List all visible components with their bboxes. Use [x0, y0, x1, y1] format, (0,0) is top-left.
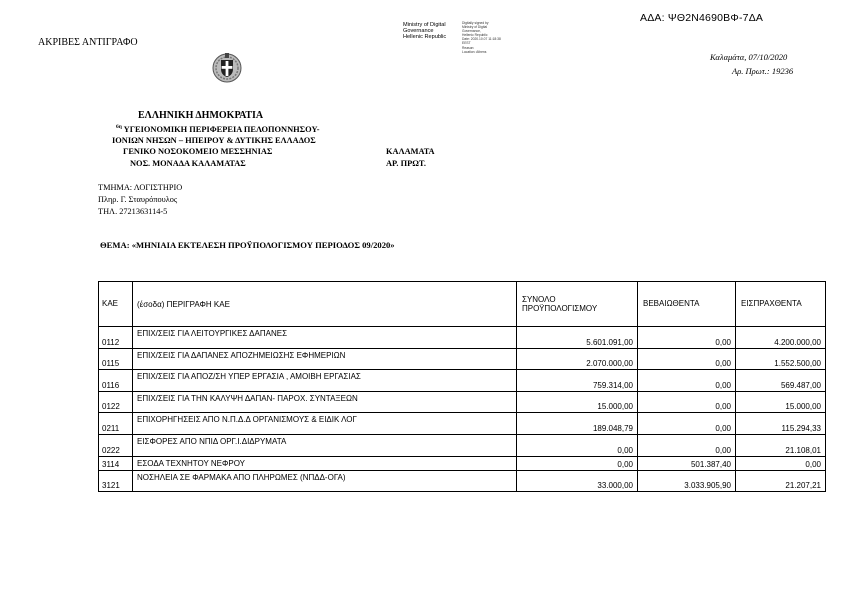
signature-label-line: Governance [403, 28, 434, 35]
table-header-row [99, 282, 826, 327]
signature-label-line: Ministry of Digital [403, 22, 446, 28]
hospital-name: ΓΕΝΙΚΟ ΝΟΣΟΚΟΜΕΙΟ ΜΕΣΣΗΝΙΑΣ [123, 147, 273, 157]
row-kae: 0112 [99, 327, 133, 349]
signature-detail-line: Date: 2020.10.07 11:18:38 [462, 37, 501, 42]
row-certified: 0,00 [638, 413, 736, 435]
row-budget: 189.048,79 [517, 413, 638, 435]
row-description: ΕΠΙΧ/ΣΕΙΣ ΓΙΑ ΛΕΙΤΟΥΡΓΙΚΕΣ ΔΑΠΑΝΕΣ [133, 327, 517, 349]
row-kae: 0222 [99, 434, 133, 456]
table-row [99, 470, 826, 492]
exact-copy-label: ΑΚΡΙΒΕΣ ΑΝΤΙΓΡΑΦΟ [38, 37, 138, 48]
header-budget-line2: ΠΡΟΫΠΟΛΟΓΙΣΜΟΥ [522, 303, 598, 313]
region-line-2: ΙΟΝΙΩΝ ΝΗΣΩΝ – ΗΠΕΙΡΟΥ & ΔΥΤΙΚΗΣ ΕΛΛΑΔΟΣ [112, 135, 316, 145]
row-collected: 0,00 [736, 456, 826, 470]
row-collected: 569.487,00 [736, 370, 826, 392]
row-budget: 33.000,00 [517, 470, 638, 492]
row-collected: 21.108,01 [736, 434, 826, 456]
row-budget: 5.601.091,00 [517, 327, 638, 349]
row-description: ΕΠΙΧ/ΣΕΙΣ ΓΙΑ ΑΠΟΖ/ΣΗ ΥΠΕΡ ΕΡΓΑΣΙΑ , ΑΜΟΙΒΗ ΕΡΓΑΣΙΑΣ [133, 370, 517, 392]
row-certified: 501.387,40 [638, 456, 736, 470]
digital-signature-details [462, 21, 501, 54]
signature-detail-line: Ministry of Digital [462, 25, 488, 30]
row-certified: 0,00 [638, 348, 736, 370]
row-budget: 15.000,00 [517, 391, 638, 413]
ada-code: ΑΔΑ: ΨΘ2Ν4690ΒΦ-7ΔΑ [640, 12, 764, 24]
signature-detail-line: EEST [462, 41, 471, 46]
issuer-header [108, 110, 320, 169]
department-line: ΤΜΗΜΑ: ΛΟΓΙΣΤΗΡΙΟ [98, 183, 183, 192]
header-kae: ΚΑΕ [99, 282, 133, 327]
header-description: (έσοδα) ΠΕΡΙΓΡΑΦΗ ΚΑΕ [133, 282, 517, 327]
table-row [99, 327, 826, 349]
region-line-1-text: ΥΓΕΙΟΝΟΜΙΚΗ ΠΕΡΙΦΕΡΕΙΑ ΠΕΛΟΠΟΝΝΗΣΟΥ- [123, 124, 320, 134]
greek-coat-of-arms-icon [212, 51, 242, 83]
row-description: ΕΠΙΧΟΡΗΓΗΣΕΙΣ ΑΠΟ Ν.Π.Δ.Δ ΟΡΓΑΝΙΣΜΟΥΣ & ΕΙΔΙΚ ΛΟΓ [133, 413, 517, 435]
header-right-block [386, 146, 435, 169]
unit-name: ΝΟΣ. ΜΟΝΑΔΑ ΚΑΛΑΜΑΤΑΣ [130, 158, 246, 168]
row-certified: 0,00 [638, 327, 736, 349]
row-budget: 2.070.000,00 [517, 348, 638, 370]
department-info [98, 182, 182, 218]
table-row [99, 370, 826, 392]
signature-label-line: Hellenic Republic [403, 34, 447, 41]
row-kae: 0211 [99, 413, 133, 435]
city-label: ΚΑΛΑΜΑΤΑ [386, 147, 435, 156]
row-collected: 1.552.500,00 [736, 348, 826, 370]
budget-execution-table [98, 281, 826, 492]
row-collected: 4.200.000,00 [736, 327, 826, 349]
digital-signature-labels [403, 22, 446, 41]
row-kae: 0115 [99, 348, 133, 370]
subject-line: ΘΕΜΑ: «ΜΗΝΙΑΙΑ ΕΚΤΕΛΕΣΗ ΠΡΟΫΠΟΛΟΓΙΣΜΟΥ ΠΕΡΙΟΔΟΣ 09/2020» [100, 240, 395, 250]
header-collected: ΕΙΣΠΡΑΧΘΕΝΤΑ [736, 282, 826, 327]
table-row [99, 456, 826, 470]
row-kae: 0116 [99, 370, 133, 392]
region-ordinal: 6η [116, 123, 122, 130]
signature-detail-line: Governance, [462, 29, 481, 34]
table-row [99, 391, 826, 413]
signature-detail-line: Location: Athens [462, 49, 487, 54]
row-collected: 15.000,00 [736, 391, 826, 413]
signature-detail-line: Digitally signed by [462, 21, 489, 25]
table-row [99, 413, 826, 435]
header-budget-line1: ΣΥΝΟΛΟ [522, 294, 556, 304]
row-collected: 21.207,21 [736, 470, 826, 492]
table-row [99, 348, 826, 370]
row-budget: 0,00 [517, 434, 638, 456]
protocol-number: Αρ. Πρωτ.: 19236 [732, 66, 794, 76]
row-kae: 0122 [99, 391, 133, 413]
phone-line: ΤΗΛ. 2721363114-5 [98, 207, 168, 216]
row-description: ΕΣΟΔΑ ΤΕΧΝΗΤΟΥ ΝΕΦΡΟΥ [133, 456, 517, 470]
row-certified: 0,00 [638, 391, 736, 413]
row-certified: 0,00 [638, 434, 736, 456]
signature-detail-line: Hellenic Republic [462, 33, 488, 38]
header-budget [517, 282, 638, 327]
protocol-label: ΑΡ. ΠΡΩΤ. [386, 158, 426, 168]
row-description: ΕΠΙΧ/ΣΕΙΣ ΓΙΑ ΔΑΠΑΝΕΣ ΑΠΟΖΗΜΕΙΩΣΗΣ ΕΦΗΜΕΡΙΩΝ [133, 348, 517, 370]
document-date: Καλαμάτα, 07/10/2020 [710, 52, 788, 62]
row-certified: 3.033.905,90 [638, 470, 736, 492]
region-line-1 [108, 122, 320, 135]
row-collected: 115.294,33 [736, 413, 826, 435]
row-budget: 0,00 [517, 456, 638, 470]
header-certified: ΒΕΒΑΙΩΘΕΝΤΑ [638, 282, 736, 327]
signature-detail-line: Reason: [462, 45, 475, 50]
row-certified: 0,00 [638, 370, 736, 392]
republic-title: ΕΛΛΗΝΙΚΗ ΔΗΜΟΚΡΑΤΙΑ [138, 110, 264, 121]
row-kae: 3121 [99, 470, 133, 492]
row-budget: 759.314,00 [517, 370, 638, 392]
row-kae: 3114 [99, 456, 133, 470]
row-description: ΕΙΣΦΟΡΕΣ ΑΠΟ ΝΠΙΔ ΟΡΓ.Ι.ΔΙΔΡΥΜΑΤΑ [133, 434, 517, 456]
info-person-line: Πληρ. Γ. Σταυρόπουλος [98, 195, 178, 204]
row-description: ΝΟΣΗΛΕΙΑ ΣΕ ΦΑΡΜΑΚΑ ΑΠΟ ΠΛΗΡΩΜΕΣ (ΝΠΔΔ-ΟΓΑ) [133, 470, 517, 492]
table-row [99, 434, 826, 456]
row-description: ΕΠΙΧ/ΣΕΙΣ ΓΙΑ ΤΗΝ ΚΑΛΥΨΗ ΔΑΠΑΝ- ΠΑΡΟΧ. ΣΥΝΤΑΞΕΩΝ [133, 391, 517, 413]
